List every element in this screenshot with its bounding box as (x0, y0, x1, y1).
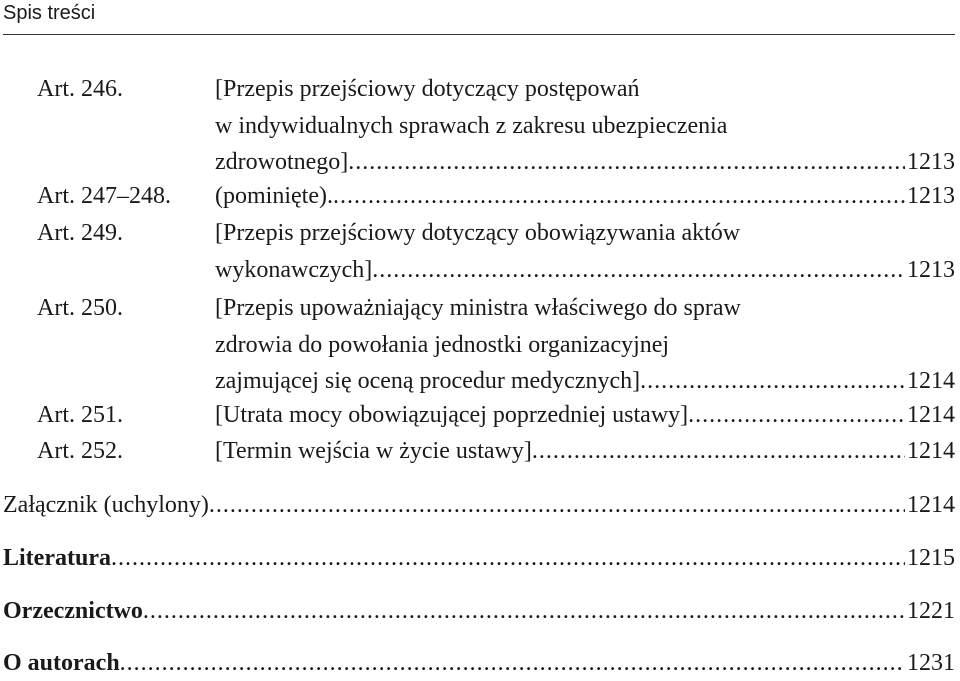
page-number: 1213 (907, 183, 955, 209)
dot-leader (143, 593, 905, 629)
toc-entry-line (215, 290, 955, 326)
dot-leader (333, 178, 905, 214)
article-number: Art. 247–248. (37, 183, 171, 209)
toc-entry-line (215, 327, 955, 363)
entry-text: zajmującej się oceną procedur medycznych] (215, 368, 641, 394)
page-number: 1214 (907, 438, 955, 464)
toc-entry-line[interactable] (215, 397, 955, 433)
entry-text: [Przepis przejściowy dotyczący postępowań (215, 76, 640, 102)
page-number: 1215 (907, 545, 955, 571)
entry-text: w indywidualnych sprawach z zakresu ubezpieczenia (215, 113, 728, 139)
article-number: Art. 251. (37, 402, 123, 428)
section-title: O autorach (3, 650, 120, 676)
toc-section-appendix[interactable] (3, 487, 955, 523)
article-number: Art. 252. (37, 438, 123, 464)
page-number: 1213 (907, 257, 955, 283)
article-number: Art. 249. (37, 220, 123, 246)
entry-text: wykonawczych] (215, 257, 373, 283)
toc-section-authors[interactable] (3, 645, 955, 681)
entry-text: (pominięte). (215, 183, 333, 209)
toc-entry-line[interactable] (215, 433, 955, 469)
dot-leader (209, 487, 905, 523)
article-number: Art. 246. (37, 76, 123, 102)
toc-entry-line[interactable] (215, 144, 955, 180)
page-number: 1214 (907, 402, 955, 428)
running-header (3, 0, 955, 35)
page-number: 1213 (907, 149, 955, 175)
entry-text: zdrowotnego] (215, 149, 349, 175)
section-title: Literatura (3, 545, 111, 571)
toc-entry-line[interactable] (215, 178, 955, 214)
page-number: 1231 (907, 650, 955, 676)
toc-entry-line (215, 215, 955, 251)
toc-section-case-law[interactable] (3, 593, 955, 629)
section-title: Orzecznictwo (3, 598, 143, 624)
article-number: Art. 250. (37, 295, 123, 321)
entry-text: [Utrata mocy obowiązującej poprzedniej ustawy] (215, 402, 689, 428)
section-title: Załącznik (uchylony) (3, 492, 209, 518)
dot-leader (372, 252, 905, 288)
header-title: Spis treści (3, 2, 96, 24)
page-number: 1221 (907, 598, 955, 624)
entry-text: [Przepis przejściowy dotyczący obowiązywania aktów (215, 220, 741, 246)
entry-text: zdrowia do powołania jednostki organizacyjnej (215, 332, 670, 358)
toc-entry-line[interactable] (215, 363, 955, 399)
toc-entry-line[interactable] (215, 252, 955, 288)
dot-leader (111, 540, 905, 576)
entry-text: [Przepis upoważniający ministra właściwego do spraw (215, 295, 741, 321)
page-number: 1214 (907, 492, 955, 518)
toc-entry-line (215, 71, 955, 107)
toc-section-literature[interactable] (3, 540, 955, 576)
entry-text: [Termin wejścia w życie ustawy] (215, 438, 532, 464)
dot-leader (688, 397, 905, 433)
dot-leader (640, 363, 905, 399)
dot-leader (120, 645, 905, 681)
page-number: 1214 (907, 368, 955, 394)
dot-leader (532, 433, 905, 469)
dot-leader (348, 144, 905, 180)
toc-entry-line (215, 108, 955, 144)
